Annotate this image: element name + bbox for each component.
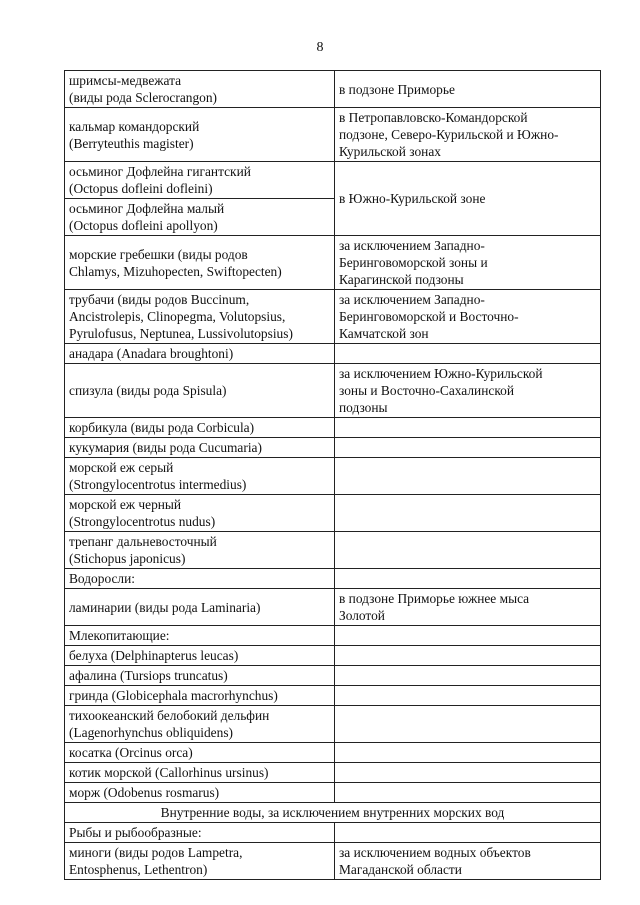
table-row [65,646,601,666]
species-cell [65,290,335,344]
species-cell [65,199,335,236]
zone-note-line: за исключением Южно-Курильской [339,366,543,381]
zone-note-cell [335,532,601,569]
species-cell [65,418,335,438]
species-line: трубачи (виды родов Buccinum, [69,292,250,307]
species-line: (Strongylocentrotus intermedius) [69,477,247,492]
zone-note-cell [335,495,601,532]
table-row [65,364,601,418]
species-line: Pyrulofusus, Neptunea, Lussivolutopsius) [69,326,293,341]
species-line: спизула (виды рода Spisula) [69,383,227,398]
species-cell [65,783,335,803]
species-cell [65,666,335,686]
species-cell [65,458,335,495]
species-line: (виды рода Sclerocrangon) [69,90,218,105]
table-row [65,290,601,344]
table-row [65,783,601,803]
species-line: осьминог Дофлейна гигантский [69,164,251,179]
species-cell [65,686,335,706]
zone-note-cell [335,589,601,626]
group-row [65,626,601,646]
table-row [65,706,601,743]
zone-note-cell [335,364,601,418]
zone-note-cell [335,843,601,880]
zone-note-line: Курильской зонах [339,144,441,159]
table-row [65,236,601,290]
table-row [65,458,601,495]
species-line: Entosphenus, Lethentron) [69,862,208,877]
table-row [65,162,601,199]
species-line: гринда (Globicephala macrorhynchus) [69,688,278,703]
zone-note-cell [335,418,601,438]
species-cell [65,706,335,743]
table-row [65,418,601,438]
species-line: белуха (Delphinapterus leucas) [69,648,239,663]
species-line: шримсы-медвежата [69,73,182,88]
table-row [65,71,601,108]
zone-note-line: в Южно-Курильской зоне [339,191,486,206]
species-line: морские гребешки (виды родов [69,246,248,262]
zone-note-line: Золотой [339,608,385,623]
zone-note-cell [335,162,601,236]
species-cell [65,763,335,783]
species-table-body [65,71,601,880]
table-row [65,344,601,364]
table-row [65,438,601,458]
table-row [65,108,601,162]
zone-note-cell [335,344,601,364]
table-row [65,495,601,532]
zone-note-line: подзоне, Северо-Курильской и Южно- [339,127,559,142]
table-row [65,532,601,569]
species-line: тихоокеанский белобокий дельфин [69,708,270,723]
zone-note-line: Магаданской области [339,862,462,877]
zone-note-line: подзоны [339,400,388,415]
species-cell [65,743,335,763]
species-line: морж (Odobenus rosmarus) [69,785,220,800]
zone-note-cell [335,706,601,743]
species-line: котик морской (Callorhinus ursinus) [69,765,269,780]
species-cell [65,646,335,666]
species-cell [65,589,335,626]
zone-note-cell [335,290,601,344]
group-row [65,569,601,589]
zone-note-line: Беринговоморской зоны и [339,255,488,270]
zone-note-cell [335,458,601,495]
species-line: осьминог Дофлейна малый [69,201,225,216]
section-heading: Внутренние воды, за исключением внутренних морских вод [65,803,601,823]
group-empty-cell [335,823,601,843]
species-line: (Berryteuthis magister) [69,135,194,151]
group-heading: Водоросли: [65,569,335,589]
zone-note-line: Карагинской подзоны [339,272,464,287]
species-line: Chlamys, Mizuhopecten, Swiftopecten) [69,263,282,279]
zone-note-line: за исключением Западно- [339,238,485,253]
zone-note-cell [335,763,601,783]
species-line: корбикула (виды рода Corbicula) [69,420,255,435]
group-empty-cell [335,569,601,589]
species-line: морской еж серый [69,460,174,475]
zone-note-cell [335,783,601,803]
species-line: кукумария (виды рода Cucumaria) [69,440,262,455]
zone-note-line: зоны и Восточно-Сахалинской [339,383,515,398]
zone-note-line: в подзоне Приморье южнее мыса [339,591,530,606]
table-row [65,743,601,763]
species-cell [65,843,335,880]
table-row [65,843,601,880]
group-heading: Млекопитающие: [65,626,335,646]
group-row [65,823,601,843]
species-cell [65,71,335,108]
zone-note-cell [335,71,601,108]
species-line: анадара (Anadara broughtoni) [69,346,234,361]
page-number: 8 [316,40,324,55]
zone-note-cell [335,108,601,162]
zone-note-line: за исключением водных объектов [339,845,531,860]
species-line: (Strongylocentrotus nudus) [69,514,216,529]
zone-note-line: Беринговоморской и Восточно- [339,309,519,324]
zone-note-line: в Петропавловско-Командорской [339,110,528,125]
group-heading: Рыбы и рыбообразные: [65,823,335,843]
zone-note-cell [335,236,601,290]
species-line: косатка (Orcinus orca) [69,745,193,760]
table-row [65,666,601,686]
table-row [65,763,601,783]
zone-note-cell [335,743,601,763]
species-line: (Octopus dofleini apollyon) [69,218,218,233]
zone-note-cell [335,646,601,666]
species-cell [65,162,335,199]
species-line: (Lagenorhynchus obliquidens) [69,725,233,740]
species-line: Ancistrolepis, Clinopegma, Volutopsius, [69,309,286,324]
species-line: (Stichopus japonicus) [69,551,186,566]
species-line: афалина (Tursiops truncatus) [69,668,228,683]
table-row [65,686,601,706]
species-cell [65,344,335,364]
zone-note-line: в подзоне Приморье [339,81,455,97]
table-row [65,589,601,626]
species-line: ламинарии (виды рода Laminaria) [69,599,261,615]
species-line: (Octopus dofleini dofleini) [69,181,213,196]
species-cell [65,108,335,162]
zone-note-cell [335,438,601,458]
species-line: морской еж черный [69,497,182,512]
species-cell [65,532,335,569]
species-line: миноги (виды родов Lampetra, [69,845,243,860]
species-table [64,70,601,880]
section-row [65,803,601,823]
species-cell [65,364,335,418]
zone-note-line: Камчатской зон [339,326,429,341]
group-empty-cell [335,626,601,646]
zone-note-cell [335,666,601,686]
zone-note-cell [335,686,601,706]
species-cell [65,438,335,458]
species-line: кальмар командорский [69,118,200,134]
species-cell [65,495,335,532]
species-cell [65,236,335,290]
species-line: трепанг дальневосточный [69,534,217,549]
zone-note-line: за исключением Западно- [339,292,485,307]
